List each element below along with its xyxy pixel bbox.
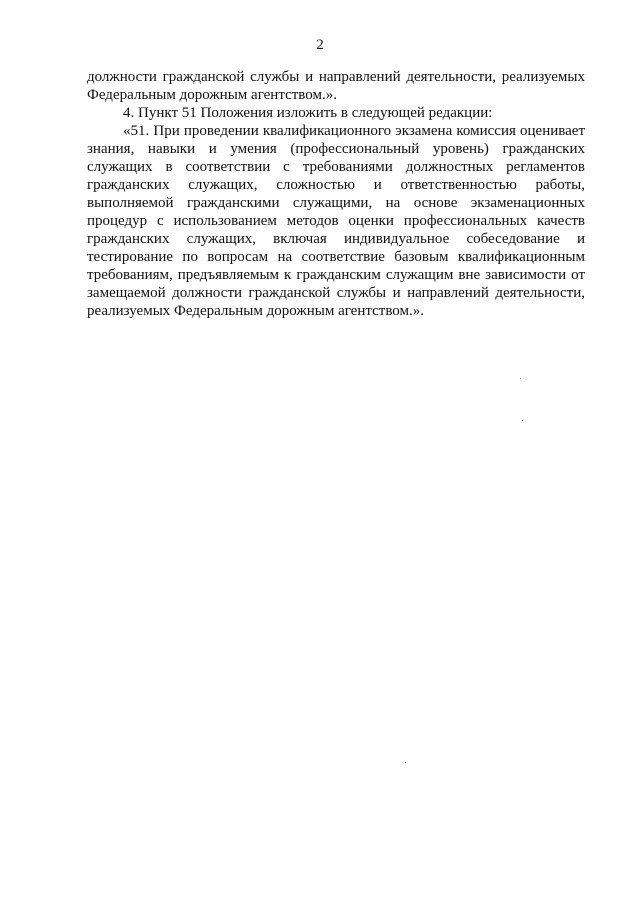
scan-speck: [405, 762, 406, 763]
paragraph-continuation: должности гражданской службы и направлений деятельности, реализуемых Федеральным дорожным агентством.».: [87, 69, 585, 103]
paragraph-item-4: 4. Пункт 51 Положения изложить в следующей редакции:: [123, 105, 493, 121]
scan-speck: [522, 420, 523, 421]
scan-speck: [520, 378, 521, 379]
document-body: [87, 68, 585, 320]
paragraph-item-51: «51. При проведении квалификационного экзамена комиссия оценивает знания, навыки и умения (профессиональный уровень) гражданских служащих в соответствии с требованиями должностных регламентов гражданских служащих, сложностью и ответственностью работы, выполняемой гражданскими служащими, на основе экзаменационных процедур с использованием методов оценки профессиональных качеств гражданских служащих, включая индивидуальное собеседование и тестирование по вопросам на соответствие базовым квалификационным требованиям, предъявляемым к гражданским служащим вне зависимости от замещаемой должности гражданской службы и направлений деятельности, реализуемых Федеральным дорожным агентством.».: [87, 123, 585, 319]
page-number: 2: [316, 37, 324, 53]
